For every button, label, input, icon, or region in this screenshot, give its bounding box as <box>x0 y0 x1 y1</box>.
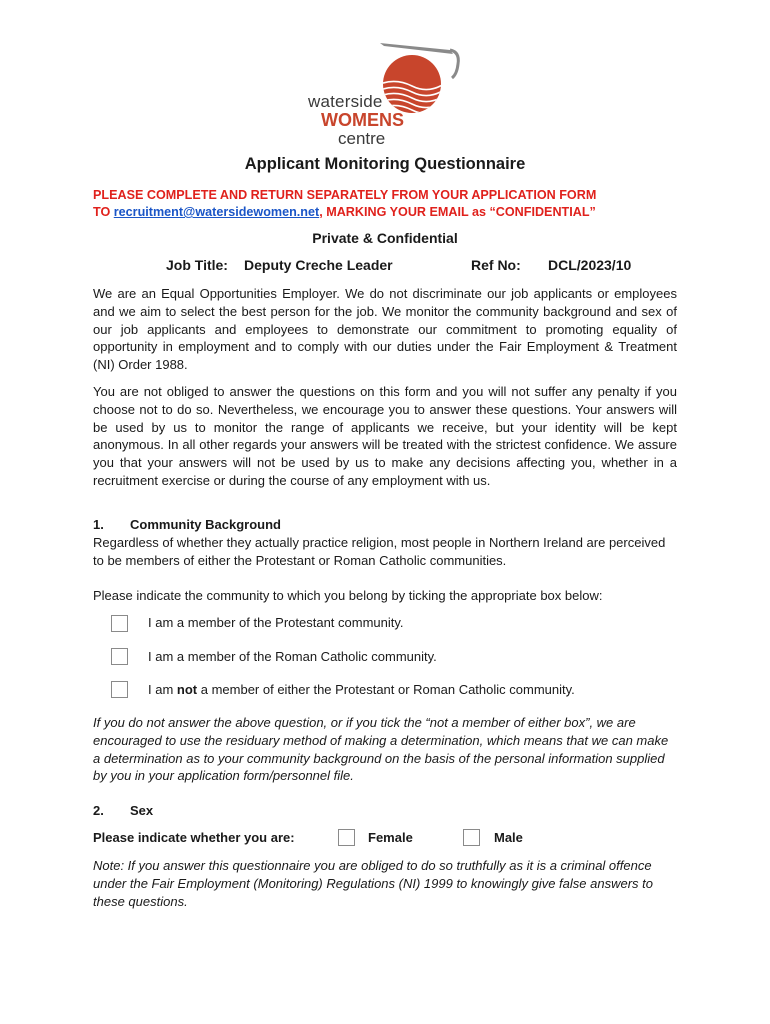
neither-pre: I am <box>148 682 177 697</box>
protestant-option-label: I am a member of the Protestant community. <box>148 615 404 630</box>
logo-word-centre: centre <box>338 129 386 148</box>
female-label: Female <box>368 830 413 845</box>
intro-paragraph-1: We are an Equal Opportunities Employer. We do not discriminate our job applicants or employees and we aim to select the best person for the job. We monitor the community background and sex of our job applicants and employees to demonstrate our commitment to promoting equality of opportunity in employment and to comply with our duties under the Fair Employment & Treatment (NI) Order 1988. <box>93 286 677 373</box>
return-notice-line2 <box>93 204 693 221</box>
notice-prefix: TO <box>93 205 114 219</box>
neither-bold: not <box>176 682 198 697</box>
section-1-text: Regardless of whether they actually practice religion, most people in Northern Ireland are perceived to be members of either the Protestant or Roman Catholic communities. <box>93 535 666 568</box>
page-title: Applicant Monitoring Questionnaire <box>244 155 526 173</box>
male-checkbox[interactable] <box>463 829 480 846</box>
protestant-checkbox[interactable] <box>111 615 128 632</box>
job-title-value: Deputy Creche Leader <box>244 257 393 273</box>
notice-suffix: , MARKING YOUR EMAIL as “CONFIDENTIAL” <box>319 205 596 219</box>
neither-checkbox[interactable] <box>111 681 128 698</box>
male-label: Male <box>494 830 523 845</box>
sex-note: Note: If you answer this questionnaire you are obliged to do so truthfully as it is a criminal offence under the Fair Employment (Monitoring) Regulations (NI) 1999 to knowingly give false answers to these questions. <box>93 858 653 909</box>
sex-prompt: Please indicate whether you are: <box>93 830 295 845</box>
confidential-heading: Private & Confidential <box>312 230 458 246</box>
ref-no-value: DCL/2023/10 <box>548 257 632 273</box>
neither-option-label <box>148 682 575 697</box>
catholic-checkbox[interactable] <box>111 648 128 665</box>
logo-word-waterside: waterside <box>308 92 383 111</box>
intro-paragraph-2: You are not obliged to answer the questions on this form and you will not suffer any penalty if you choose not to do so. Nevertheless, we encourage you to answer these questions. Your answers will be used by us to monitor the range of applicants we receive, but your identity will be kept anonymous. In all other regards your answers will be treated with the strictest confidence. We assure you that your answers will not be used by us to make any decisions affecting you, whether in a recruitment exercise or during the course of any employment with us. <box>93 384 677 488</box>
logo-word-womens: WOMENS <box>321 110 404 130</box>
section-1-instruction: Please indicate the community to which you belong by ticking the appropriate box below: <box>93 588 603 603</box>
waterside-logo <box>300 40 470 150</box>
section-1-title: Community Background <box>130 517 281 532</box>
female-checkbox[interactable] <box>338 829 355 846</box>
catholic-option-label: I am a member of the Roman Catholic community. <box>148 649 437 664</box>
section-2-number: 2. <box>93 803 104 818</box>
return-notice-line1: PLEASE COMPLETE AND RETURN SEPARATELY FROM YOUR APPLICATION FORM <box>93 188 597 202</box>
section-1-number: 1. <box>93 517 104 532</box>
return-notice <box>93 187 693 221</box>
ref-no-label: Ref No: <box>471 257 521 273</box>
community-note: If you do not answer the above question, or if you tick the “not a member of either box”, we are encouraged to use the residuary method of making a determination, which means that we can make a determination as to your community background on the basis of the personal information supplied by you in your application form/personnel file. <box>93 715 669 784</box>
neither-post: a member of either the Protestant or Roman Catholic community. <box>197 682 575 697</box>
section-2-title: Sex <box>130 803 154 818</box>
recruitment-email-link[interactable]: recruitment@watersidewomen.net <box>113 205 320 219</box>
job-title-label: Job Title: <box>166 257 228 273</box>
